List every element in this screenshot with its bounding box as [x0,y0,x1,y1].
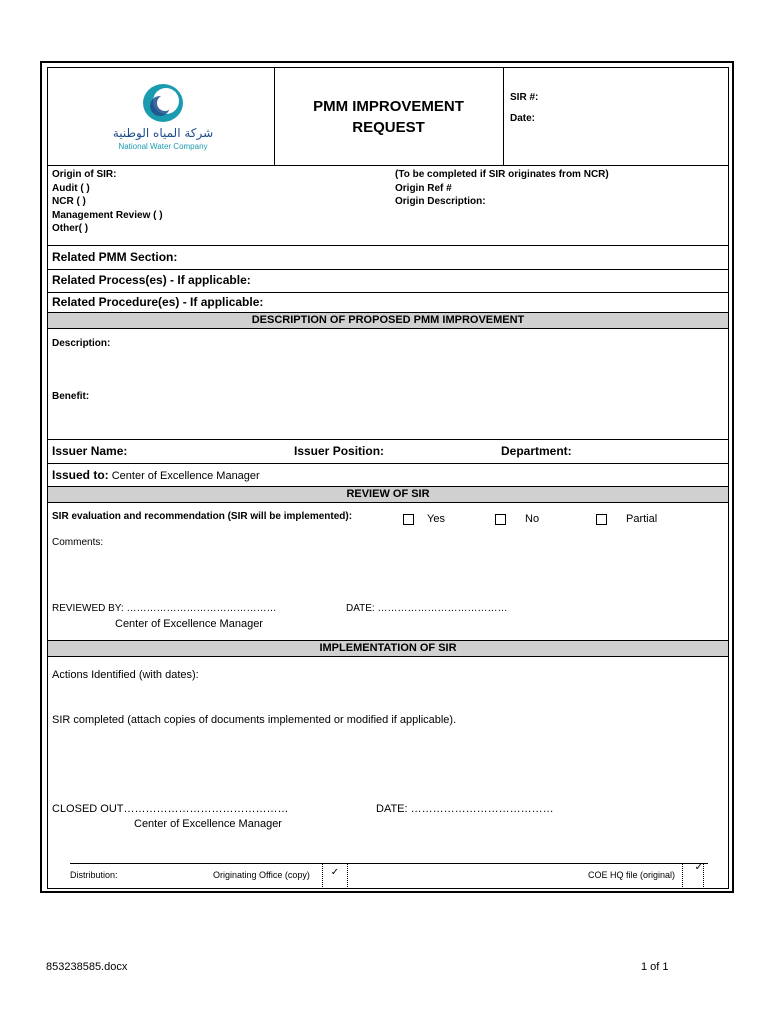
issuer-name-label: Issuer Name: [52,444,128,458]
benefit-label: Benefit: [52,391,90,402]
origin-management-review: Management Review ( ) [52,209,163,221]
distribution-label-text: Distribution: [70,870,118,880]
form-title [274,96,503,138]
related-processes-label: Related Process(es) - If applicable: [52,273,251,287]
divider [48,292,728,293]
ncr-note: (To be completed if SIR originates from NCR) [395,169,609,180]
review-band: REVIEW OF SIR [48,486,728,503]
divider [48,463,728,464]
coe-hq-label: COE HQ file (original) [588,870,676,880]
issued-to-value: Center of Excellence Manager [108,470,260,482]
divider [503,68,504,165]
closed-out-line: CLOSED OUT……………………………………… [52,803,289,815]
form-page [40,61,734,893]
form-title-line1: PMM IMPROVEMENT [313,98,464,115]
partial-checkbox[interactable] [596,514,607,525]
description-band: DESCRIPTION OF PROPOSED PMM IMPROVEMENT [48,312,728,329]
page-number: 1 of 1 [641,961,669,973]
origin-block [52,168,163,236]
sir-number-label: SIR #: [510,92,539,103]
date-label: Date: [510,113,536,124]
issued-to-row [52,468,260,482]
related-procedures-label: Related Procedure(es) - If applicable: [52,295,264,309]
divider [48,165,728,166]
originating-office-check-box[interactable] [322,863,348,887]
yes-checkbox[interactable] [403,514,414,525]
yes-label: Yes [427,513,445,525]
divider [48,245,728,246]
origin-other: Other( ) [52,223,89,234]
closer-role: Center of Excellence Manager [134,818,282,830]
origin-ncr: NCR ( ) [52,196,86,207]
divider [48,269,728,270]
logo [103,78,223,158]
origin-audit: Audit ( ) [52,182,90,194]
actions-identified-label: Actions Identified (with dates): [52,669,199,681]
logo-arabic-text: شركة المياه الوطنية [112,126,214,140]
ncr-block [395,168,609,209]
reviewed-by-line: REVIEWED BY: ……………………………………… [52,603,277,614]
related-pmm-section-label: Related PMM Section: [52,250,178,264]
check-icon: ✓ [330,867,340,878]
no-label: No [525,513,540,525]
form-title-line2: REQUEST [352,119,425,136]
logo-emblem-icon [138,82,188,124]
logo-english-text: National Water Company [118,142,208,151]
origin-ref-label: Origin Ref # [395,182,452,194]
comments-label: Comments: [52,537,104,548]
distribution-row [70,863,708,889]
origin-label: Origin of SIR: [52,169,117,180]
issued-to-label: Issued to: [52,468,109,482]
implementation-band: IMPLEMENTATION OF SIR [48,640,728,657]
issuer-position-label: Issuer Position: [294,444,385,458]
description-label: Description: [52,338,111,349]
department-label: Department: [501,444,572,458]
originating-office-label: Originating Office (copy) [213,870,310,880]
check-icon: ✓ [694,862,703,873]
reviewer-role: Center of Excellence Manager [115,618,263,630]
closed-date-line: DATE: ………………………………… [376,803,554,815]
partial-label: Partial [626,513,658,525]
divider [48,439,728,440]
distribution-label [70,870,118,880]
divider [70,863,708,864]
form-body [47,67,729,889]
evaluation-label: SIR evaluation and recommendation (SIR will be implemented): [52,511,353,522]
no-checkbox[interactable] [495,514,506,525]
review-date-line: DATE: ………………………………… [346,603,508,614]
origin-description-label: Origin Description: [395,196,486,207]
file-name: 853238585.docx [46,961,128,973]
sir-completed-label: SIR completed (attach copies of documents implemented or modified if applicable). [52,714,457,726]
coe-hq-check-box[interactable] [682,863,704,887]
